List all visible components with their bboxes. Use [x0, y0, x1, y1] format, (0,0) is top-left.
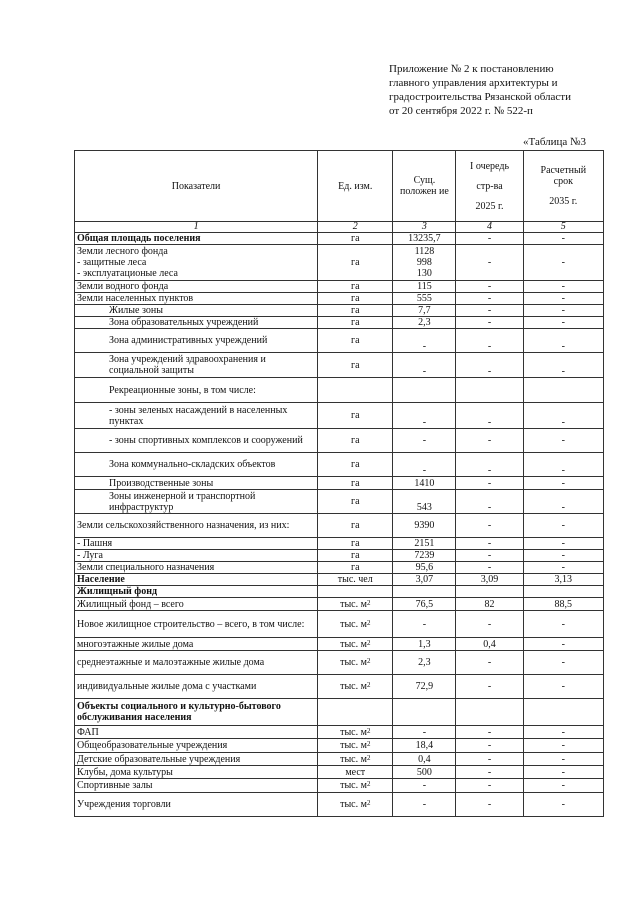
row-term-value: - — [523, 753, 603, 766]
column-number: 5 — [523, 222, 603, 233]
unit-text: тыс. м — [340, 799, 367, 810]
row-existing-value: 2,3 — [393, 317, 456, 329]
row-existing-value: - — [393, 453, 456, 477]
row-indicator: Земли населенных пунктов — [75, 293, 318, 305]
table-row — [75, 753, 604, 766]
row-queue-value: - — [456, 766, 523, 779]
header-line: главного управления архитектуры и — [389, 77, 558, 89]
row-queue-value: - — [456, 353, 523, 378]
header-line: Приложение № 2 к постановлению — [389, 63, 554, 75]
table-row — [75, 562, 604, 574]
table-row — [75, 699, 604, 726]
header-indicator: Показатели — [75, 151, 318, 222]
row-term-value: - — [523, 453, 603, 477]
unit-text: тыс. м — [340, 726, 367, 738]
row-unit — [318, 477, 393, 490]
unit-text: га — [350, 335, 360, 346]
row-existing-value: - — [393, 403, 456, 429]
row-term-value: - — [523, 477, 603, 490]
row-term-value: - — [523, 429, 603, 453]
header-queue — [456, 151, 523, 222]
table-row — [75, 739, 604, 753]
row-unit — [318, 305, 393, 317]
unit-superscript: 2 — [366, 638, 371, 647]
row-indicator: Жилищный фонд — [75, 586, 318, 598]
row-term-value: - — [523, 329, 603, 353]
unit-text: га — [350, 317, 360, 328]
unit-text: га — [350, 233, 360, 244]
table-label: «Таблица №3 — [523, 136, 587, 148]
unit-text: мест — [345, 766, 366, 778]
row-term-value: 3,13 — [523, 574, 603, 586]
unit-superscript: 2 — [366, 618, 371, 627]
unit-superscript: 2 — [366, 726, 371, 735]
row-queue-value: - — [456, 779, 523, 793]
row-term-value: - — [523, 245, 603, 281]
row-queue-value: - — [456, 739, 523, 753]
row-indicator: - Пашня — [75, 538, 318, 550]
row-queue-value: - — [456, 477, 523, 490]
unit-text: тыс. м — [340, 681, 367, 692]
row-queue-value: - — [456, 453, 523, 477]
row-term-value: - — [523, 739, 603, 753]
table-body — [75, 233, 604, 817]
table-row — [75, 514, 604, 538]
unit-superscript: 2 — [366, 780, 371, 788]
row-existing-value: - — [393, 611, 456, 638]
column-number: 2 — [318, 222, 393, 233]
header-queue-line: I очередь — [470, 160, 510, 172]
row-queue-value: 0,4 — [456, 638, 523, 651]
row-term-value: - — [523, 779, 603, 793]
unit-text: га — [350, 410, 360, 421]
table-row — [75, 550, 604, 562]
row-unit — [318, 598, 393, 611]
table-row — [75, 574, 604, 586]
row-indicator: Зона коммунально-складских объектов — [75, 453, 318, 477]
row-term-value: - — [523, 317, 603, 329]
row-term-value — [523, 699, 603, 726]
row-unit — [318, 675, 393, 699]
table-row — [75, 793, 604, 817]
row-existing-value: 3,07 — [393, 574, 456, 586]
row-existing-value: - — [393, 353, 456, 378]
row-queue-value: - — [456, 550, 523, 562]
table-row — [75, 779, 604, 793]
header-queue-line: 2025 г. — [475, 200, 504, 212]
unit-superscript: 2 — [366, 753, 371, 762]
row-term-value: - — [523, 305, 603, 317]
row-term-value: - — [523, 638, 603, 651]
table-row — [75, 353, 604, 378]
row-queue-value: - — [456, 317, 523, 329]
row-term-value: - — [523, 675, 603, 699]
row-unit — [318, 353, 393, 378]
row-queue-value: - — [456, 726, 523, 739]
row-unit — [318, 574, 393, 586]
unit-text: тыс. м — [340, 638, 367, 650]
row-queue-value: - — [456, 429, 523, 453]
row-unit — [318, 611, 393, 638]
row-term-value: - — [523, 651, 603, 675]
row-existing-value — [393, 378, 456, 403]
row-existing-value: 555 — [393, 293, 456, 305]
row-term-value: - — [523, 611, 603, 638]
row-indicator: Земли сельскохозяйственного назначения, из них: — [75, 514, 318, 538]
table-row — [75, 245, 604, 281]
table-row — [75, 403, 604, 429]
table-row — [75, 490, 604, 514]
row-existing-value: 95,6 — [393, 562, 456, 574]
column-number: 4 — [456, 222, 523, 233]
table-row — [75, 329, 604, 353]
row-queue-value: - — [456, 538, 523, 550]
row-queue-value: 3,09 — [456, 574, 523, 586]
row-term-value: - — [523, 293, 603, 305]
table-row — [75, 453, 604, 477]
row-existing-value: - — [393, 726, 456, 739]
row-indicator: Земли специального назначения — [75, 562, 318, 574]
column-number: 1 — [75, 222, 318, 233]
row-term-value: - — [523, 538, 603, 550]
row-existing-value: 1128 998 130 — [393, 245, 456, 281]
row-term-value: - — [523, 726, 603, 739]
row-queue-value: - — [456, 562, 523, 574]
unit-text: га — [350, 257, 360, 268]
row-indicator: ФАП — [75, 726, 318, 739]
row-unit — [318, 739, 393, 753]
row-term-value: - — [523, 353, 603, 378]
table-row — [75, 675, 604, 699]
row-indicator: - зоны спортивных комплексов и сооружений — [75, 429, 318, 453]
row-term-value: - — [523, 490, 603, 514]
row-term-value: - — [523, 403, 603, 429]
row-unit — [318, 317, 393, 329]
table-row — [75, 477, 604, 490]
row-existing-value: 1,3 — [393, 638, 456, 651]
row-indicator: Земли водного фонда — [75, 281, 318, 293]
row-existing-value: 13235,7 — [393, 233, 456, 245]
unit-text: тыс. м — [340, 598, 367, 610]
header-queue-line: стр-ва — [476, 180, 503, 192]
row-indicator: многоэтажные жилые дома — [75, 638, 318, 651]
row-indicator: Земли лесного фонда - защитные леса - эксплуатационые леса — [75, 245, 318, 281]
row-existing-value: 72,9 — [393, 675, 456, 699]
row-unit — [318, 766, 393, 779]
row-term-value: - — [523, 550, 603, 562]
row-term-value — [523, 378, 603, 403]
row-existing-value: - — [393, 793, 456, 817]
row-queue-value: - — [456, 753, 523, 766]
unit-text: га — [350, 477, 360, 489]
row-indicator: среднеэтажные и малоэтажные жилые дома — [75, 651, 318, 675]
table-row — [75, 317, 604, 329]
row-unit — [318, 651, 393, 675]
table-row — [75, 586, 604, 598]
row-indicator: Спортивные залы — [75, 779, 318, 793]
row-existing-value: 1410 — [393, 477, 456, 490]
row-existing-value: 0,4 — [393, 753, 456, 766]
row-indicator: Общая площадь поселения — [75, 233, 318, 245]
unit-text: га — [350, 435, 360, 446]
unit-text: га — [350, 293, 360, 304]
unit-text: тыс. м — [340, 780, 367, 791]
row-queue-value — [456, 586, 523, 598]
unit-text: тыс. м — [340, 740, 367, 751]
row-indicator: Зоны инженерной и транспортной инфраструктур — [75, 490, 318, 514]
row-unit — [318, 638, 393, 651]
row-existing-value: - — [393, 329, 456, 353]
row-unit — [318, 726, 393, 739]
row-unit — [318, 403, 393, 429]
unit-text: тыс. м — [340, 657, 367, 668]
table-header-row — [75, 151, 604, 222]
row-indicator: Производственные зоны — [75, 477, 318, 490]
row-queue-value: - — [456, 490, 523, 514]
row-term-value: - — [523, 766, 603, 779]
header-term-line: 2035 г. — [549, 196, 578, 207]
unit-text: га — [350, 281, 360, 292]
row-indicator: Жилые зоны — [75, 305, 318, 317]
row-term-value: - — [523, 562, 603, 574]
row-unit — [318, 281, 393, 293]
column-number: 3 — [393, 222, 456, 233]
row-queue-value: - — [456, 329, 523, 353]
unit-text: га — [350, 496, 360, 507]
unit-superscript: 2 — [366, 681, 371, 689]
row-existing-value: 76,5 — [393, 598, 456, 611]
table-row — [75, 293, 604, 305]
row-existing-value: 7,7 — [393, 305, 456, 317]
row-queue-value: - — [456, 793, 523, 817]
unit-text: тыс. чел — [337, 574, 373, 585]
table-row — [75, 305, 604, 317]
row-queue-value: - — [456, 651, 523, 675]
unit-text: га — [350, 305, 360, 316]
row-indicator: индивидуальные жилые дома с участками — [75, 675, 318, 699]
header-term — [523, 151, 603, 222]
unit-text: га — [350, 359, 360, 371]
row-indicator: Клубы, дома культуры — [75, 766, 318, 779]
row-term-value: 88,5 — [523, 598, 603, 611]
row-unit — [318, 586, 393, 598]
unit-text: тыс. м — [340, 618, 367, 630]
unit-text: га — [350, 520, 360, 531]
row-indicator: Зона административных учреждений — [75, 329, 318, 353]
header-line: от 20 сентября 2022 г. № 522-п — [389, 105, 533, 117]
row-existing-value: - — [393, 779, 456, 793]
row-indicator: - зоны зеленых насаждений в населенных пунктах — [75, 403, 318, 429]
row-unit — [318, 753, 393, 766]
row-queue-value: - — [456, 611, 523, 638]
row-indicator: Общеобразовательные учреждения — [75, 739, 318, 753]
table-row — [75, 538, 604, 550]
unit-text: га — [350, 459, 360, 470]
row-unit — [318, 514, 393, 538]
unit-text: га — [350, 538, 360, 549]
table-row — [75, 638, 604, 651]
row-indicator: Объекты социального и культурно-бытового обслуживания населения — [75, 699, 318, 726]
row-unit — [318, 550, 393, 562]
row-indicator: Рекреационные зоны, в том числе: — [75, 378, 318, 403]
row-unit — [318, 490, 393, 514]
appendix-header — [389, 62, 571, 118]
row-queue-value: - — [456, 514, 523, 538]
table-row — [75, 378, 604, 403]
row-existing-value: 9390 — [393, 514, 456, 538]
row-unit — [318, 233, 393, 245]
row-queue-value: - — [456, 233, 523, 245]
indicators-table — [74, 150, 604, 817]
row-queue-value: - — [456, 675, 523, 699]
row-unit — [318, 329, 393, 353]
table-row — [75, 233, 604, 245]
row-term-value: - — [523, 233, 603, 245]
row-unit — [318, 293, 393, 305]
row-existing-value: 7239 — [393, 550, 456, 562]
table-row — [75, 726, 604, 739]
row-indicator: Население — [75, 574, 318, 586]
row-term-value: - — [523, 514, 603, 538]
row-queue-value: 82 — [456, 598, 523, 611]
row-term-value — [523, 586, 603, 598]
row-indicator: Детские образовательные учреждения — [75, 753, 318, 766]
unit-superscript: 2 — [366, 598, 371, 607]
row-indicator: Жилищный фонд – всего — [75, 598, 318, 611]
row-unit — [318, 793, 393, 817]
row-indicator: Новое жилищное строительство – всего, в том числе: — [75, 611, 318, 638]
row-indicator: Зона учреждений здравоохранения и социальной защиты — [75, 353, 318, 378]
unit-superscript: 2 — [366, 657, 371, 665]
row-indicator: - Луга — [75, 550, 318, 562]
row-existing-value: 543 — [393, 490, 456, 514]
row-queue-value — [456, 378, 523, 403]
row-unit — [318, 453, 393, 477]
unit-superscript: 2 — [366, 799, 371, 807]
row-queue-value: - — [456, 281, 523, 293]
row-unit — [318, 779, 393, 793]
row-queue-value — [456, 699, 523, 726]
header-existing: Сущ. положен ие — [393, 151, 456, 222]
row-existing-value: 2,3 — [393, 651, 456, 675]
unit-text: га — [350, 562, 360, 573]
row-queue-value: - — [456, 403, 523, 429]
row-existing-value — [393, 699, 456, 726]
row-unit — [318, 699, 393, 726]
row-existing-value: 18,4 — [393, 739, 456, 753]
row-existing-value: 2151 — [393, 538, 456, 550]
header-term-line: Расчетный срок — [540, 165, 587, 187]
row-unit — [318, 429, 393, 453]
table-row — [75, 651, 604, 675]
column-number-row — [75, 222, 604, 233]
row-indicator: Зона образовательных учреждений — [75, 317, 318, 329]
row-existing-value: 115 — [393, 281, 456, 293]
table-row — [75, 611, 604, 638]
row-unit — [318, 562, 393, 574]
row-queue-value: - — [456, 293, 523, 305]
row-queue-value: - — [456, 305, 523, 317]
unit-text: га — [350, 550, 360, 561]
table-row — [75, 429, 604, 453]
row-existing-value — [393, 586, 456, 598]
header-line: градостроительства Рязанской области — [389, 91, 571, 103]
row-existing-value: - — [393, 429, 456, 453]
unit-superscript: 2 — [366, 740, 371, 748]
row-unit — [318, 245, 393, 281]
row-indicator: Учреждения торговли — [75, 793, 318, 817]
table-row — [75, 281, 604, 293]
table-row — [75, 598, 604, 611]
row-unit — [318, 538, 393, 550]
row-unit — [318, 378, 393, 403]
table-row — [75, 766, 604, 779]
row-term-value: - — [523, 793, 603, 817]
unit-text: тыс. м — [340, 753, 367, 765]
row-queue-value: - — [456, 245, 523, 281]
row-existing-value: 500 — [393, 766, 456, 779]
header-unit: Ед. изм. — [318, 151, 393, 222]
row-term-value: - — [523, 281, 603, 293]
